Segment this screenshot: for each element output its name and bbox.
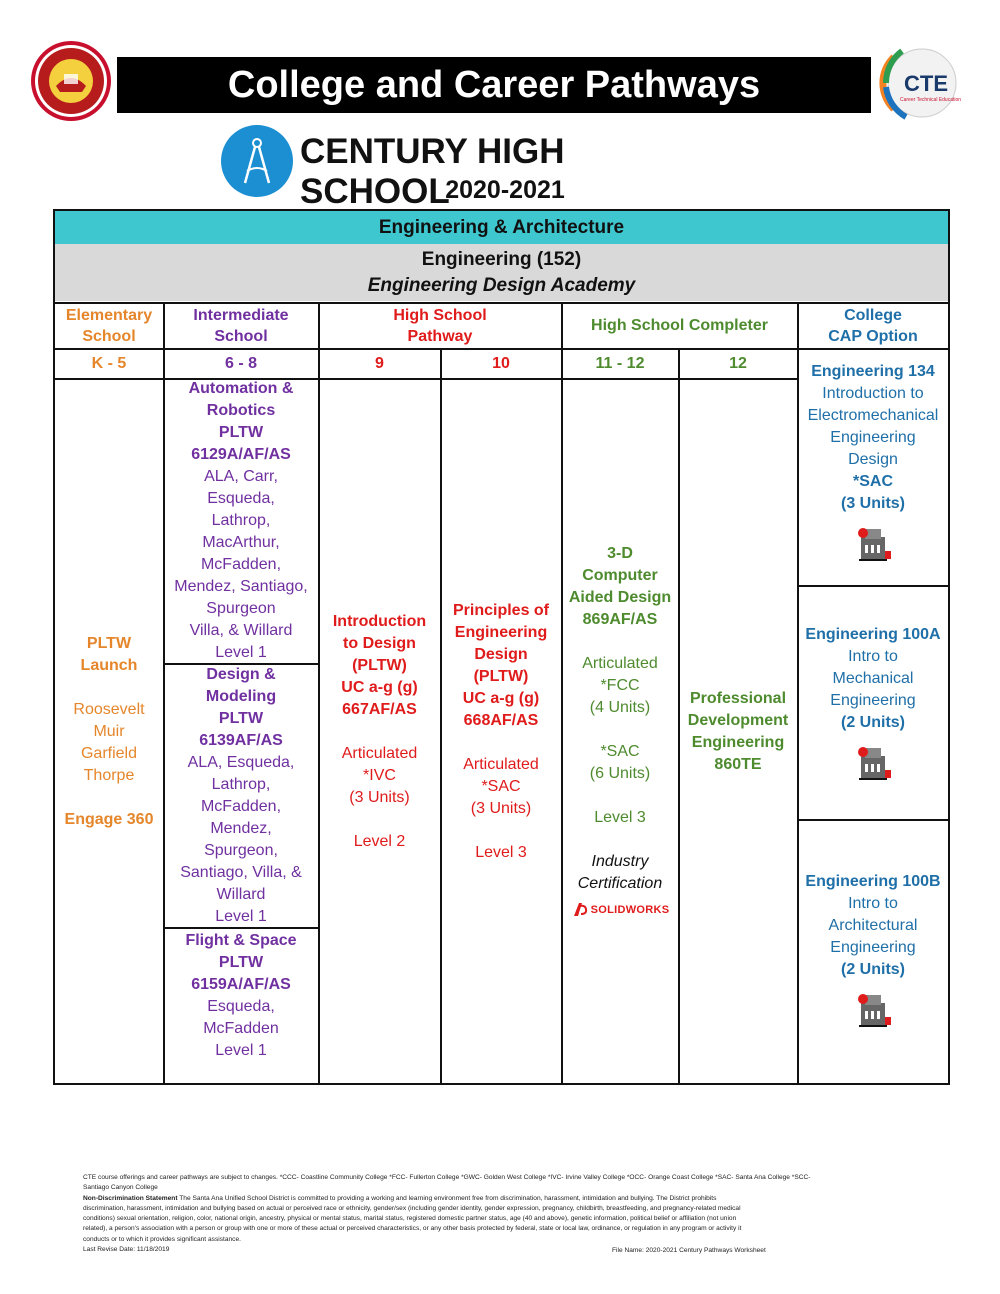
grade11-12-course-title: 3-D Computer Aided Design 869AF/AS bbox=[568, 545, 672, 628]
solidworks-brand: SOLIDWORKS bbox=[590, 904, 670, 916]
grade12-course-title: Professional Development Engineering 860TE bbox=[687, 690, 789, 773]
grade9-course-cell bbox=[319, 379, 440, 1085]
grade10-course-cell bbox=[441, 379, 561, 1085]
grade-k5: K - 5 bbox=[91, 354, 127, 372]
elementary-schools: Roosevelt Muir Garfield Thorpe bbox=[73, 701, 145, 784]
svg-text:Career Technical Education: Career Technical Education bbox=[900, 97, 962, 103]
page-title: College and Career Pathways bbox=[227, 63, 761, 106]
grade-10: 10 bbox=[492, 354, 510, 372]
college-course-eng100a: Engineering 100A Intro to Mechanical Engineering (2 Units) bbox=[798, 587, 948, 819]
grade9-course-title: Introduction to Design (PLTW) UC a-g (g) 667AF/AS bbox=[332, 613, 427, 718]
college-building-icon bbox=[853, 989, 893, 1029]
college-course-eng100b: Engineering 100B Intro to Architectural Engineering (2 Units) bbox=[798, 831, 948, 1081]
intermediate-course-design-modeling: Design & Modeling PLTW 6139AF/AS ALA, Esqueda, Lathrop, McFadden, Mendez, Spurgeon, Santiago, Villa, & Willard Level 1 bbox=[180, 666, 302, 925]
col-header-completer: High School Completer bbox=[591, 316, 768, 334]
grade12-course-cell bbox=[679, 379, 797, 1085]
solidworks-ds-icon bbox=[571, 900, 591, 920]
sector-header bbox=[55, 211, 948, 244]
intermediate-course-flight-space: Flight & Space PLTW 6159A/AF/AS Esqueda, McFadden Level 1 bbox=[185, 932, 297, 1059]
sector-label: Engineering & Architecture bbox=[378, 216, 625, 238]
grade-12: 12 bbox=[729, 354, 747, 372]
col-header-high-school: High School Pathway bbox=[393, 306, 487, 345]
last-revise-date: Last Revise Date: 11/18/2019 bbox=[83, 1246, 170, 1254]
svg-text:CTE: CTE bbox=[904, 71, 948, 96]
footer-college-key-cont: Santiago Canyon College bbox=[83, 1184, 158, 1192]
pathway-header bbox=[55, 244, 948, 301]
page-title-banner bbox=[117, 57, 871, 113]
school-year: 2020-2021 bbox=[445, 176, 565, 204]
grade11-12-course-details: Articulated *FCC (4 Units) *SAC (6 Units) Level 3 bbox=[582, 655, 658, 826]
pathway-name: Engineering (152) bbox=[421, 248, 582, 270]
non-discrimination-statement: Non-Discrimination Statement The Santa Ana Unified School District is committed to providing a working and learning environment free from discrimination, harassment, intimidation and bullying. The District prohibits bbox=[83, 1194, 717, 1202]
col-header-elementary: Elementary School bbox=[65, 306, 153, 345]
grade-9: 9 bbox=[375, 354, 384, 372]
college-building-icon bbox=[853, 742, 893, 782]
footer-notes: CTE course offerings and career pathways are subject to changes. *CCC- Coastline Community College *FCC- Fullerton College *GWC- Golden West College *IVC- Irvine Valley College *OCC- Orange Coast College *SAC- Santa Ana College *SCC- Santiago Canyon College Non-Discrimination Statement The Santa Ana Unified School District is committed to providing a working and learning environment free from discrimination, harassment, intimidation and bullying. The District prohibits discrimination, harassment, intimidation and bullying based on actual or perceived race or ethnicity, gender/sex (including gender identity, gender expression, pregnancy, childbirth, breastfeeding, and pregnancy-related medical conditions) sexual orientation, religion, color, national origin, ancestry, physical or mental status, marital status, registered domestic partner status, age (40 and above), genetic information, political belief or affiliation (not union related), a person's association with a person or group with one or more of these actual or perceived characteristics, or any other basis protected by federal, state or local law, ordinance, or regulation in any program or activity it conducts or to which it provides significant assistance. Last Revise Date: 11/18/2019 bbox=[83, 1173, 923, 1255]
elementary-program: PLTW Launch bbox=[80, 635, 138, 674]
engineering-compass-icon bbox=[217, 125, 297, 197]
footer-college-key: CTE course offerings and career pathways are subject to changes. *CCC- Coastline Community College *FCC- Fullerton College *GWC- Golden West College *IVC- Irvine Valley College *OCC- Orange Coast College *SAC- Santa Ana College *SCC- bbox=[83, 1174, 811, 1181]
college-building-icon bbox=[853, 523, 893, 563]
industry-certification: Industry Certification bbox=[577, 853, 663, 892]
college-course-eng134: Engineering 134 Introduction to Electromechanical Engineering Design *SAC (3 Units) bbox=[798, 361, 948, 585]
pathway-table bbox=[53, 209, 950, 1085]
solidworks-logo bbox=[571, 899, 670, 921]
school-name: CENTURY HIGH SCHOOL bbox=[300, 132, 565, 211]
grade10-course-title: Principles of Engineering Design (PLTW) UC a-g (g) 668AF/AS bbox=[452, 602, 550, 729]
grade-11-12: 11 - 12 bbox=[595, 354, 645, 372]
intermediate-course-automation: Automation & Robotics PLTW 6129A/AF/AS ALA, Carr, Esqueda, Lathrop, MacArthur, McFadden, Mendez, Santiago, Spurgeon Villa, & Willard Level 1 bbox=[174, 380, 308, 661]
grade9-course-details: Articulated *IVC (3 Units) Level 2 bbox=[341, 745, 418, 850]
elementary-extra: Engage 360 bbox=[64, 811, 154, 828]
district-seal-logo bbox=[30, 40, 112, 122]
col-header-college: College CAP Option bbox=[828, 306, 918, 345]
file-name: File Name: 2020-2021 Century Pathways Worksheet bbox=[612, 1247, 766, 1254]
academy-name: Engineering Design Academy bbox=[367, 274, 636, 296]
cte-logo bbox=[872, 43, 964, 123]
grade10-course-details: Articulated *SAC (3 Units) Level 3 bbox=[463, 756, 539, 861]
grade-6-8: 6 - 8 bbox=[224, 354, 257, 372]
col-header-intermediate: Intermediate School bbox=[193, 306, 289, 345]
grade11-12-course-cell bbox=[562, 379, 678, 1085]
elementary-cell bbox=[55, 379, 163, 1085]
